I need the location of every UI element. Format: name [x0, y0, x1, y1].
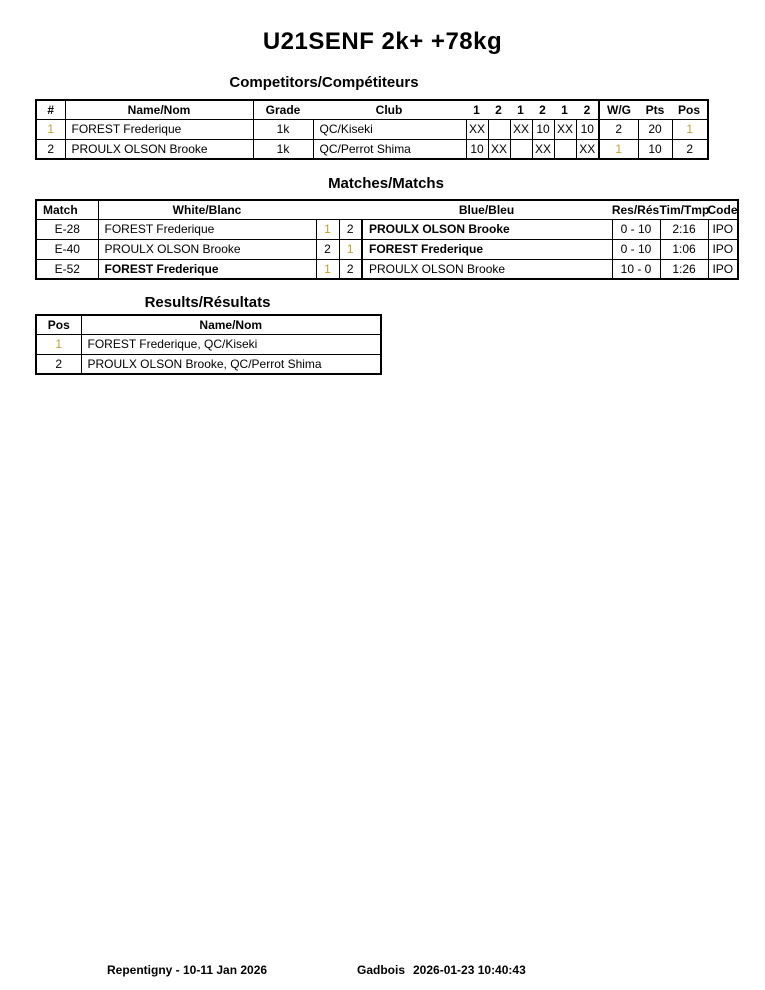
match-time: 1:26 — [660, 259, 708, 279]
competitors-header-round-2: 2 — [495, 102, 502, 117]
match-blue-number: 2 — [339, 219, 362, 239]
result-name: FOREST Frederique, QC/Kiseki — [81, 334, 381, 354]
results-table — [35, 314, 382, 375]
competitors-table — [35, 99, 709, 160]
round-cell: XX — [576, 139, 599, 159]
competitors-header-num: # — [36, 100, 65, 119]
matches-header-row — [36, 200, 738, 219]
round-cell: XX — [466, 119, 488, 139]
matches-header-res: Res/Rés — [611, 202, 660, 217]
round-cell: XX — [488, 139, 510, 159]
match-id: E-40 — [36, 239, 98, 259]
match-blue-number: 2 — [339, 259, 362, 279]
competitor-points: 20 — [638, 119, 672, 139]
match-blue-name: PROULX OLSON Brooke — [362, 219, 612, 239]
results-header-row — [36, 315, 381, 334]
round-cell — [510, 139, 532, 159]
round-cell — [488, 119, 510, 139]
competitors-section-heading: Competitors/Compétiteurs — [229, 74, 419, 91]
matches-header-tim: Tim/Tmp — [659, 202, 710, 217]
matches-header-blue: Blue/Bleu — [458, 202, 515, 217]
competitors-header-round-4: 2 — [539, 102, 546, 117]
match-white-name: PROULX OLSON Brooke — [98, 239, 316, 259]
match-id: E-28 — [36, 219, 98, 239]
page-title: U21SENF 2k+ +78kg — [262, 28, 503, 55]
match-white-name: FOREST Frederique — [98, 259, 316, 279]
match-code: IPO — [708, 239, 738, 259]
competitor-position: 1 — [672, 119, 708, 139]
result-position: 2 — [36, 354, 81, 374]
competitors-header-wg: W/G — [607, 102, 631, 117]
competitors-header-round-6: 2 — [583, 102, 591, 117]
competitors-header-grade: Grade — [265, 102, 301, 117]
round-cell: 10 — [466, 139, 488, 159]
match-id: E-52 — [36, 259, 98, 279]
competitors-header-round-5: 1 — [561, 102, 568, 117]
match-white-number: 1 — [316, 219, 339, 239]
competitor-row — [36, 139, 708, 159]
competitor-grade: 1k — [253, 139, 313, 159]
results-section-heading: Results/Résultats — [144, 294, 271, 311]
result-position: 1 — [36, 334, 81, 354]
competitors-header-pos: Pos — [677, 102, 700, 117]
match-blue-name: PROULX OLSON Brooke — [362, 259, 612, 279]
match-code: IPO — [708, 259, 738, 279]
footer-event-location-date: Repentigny - 10-11 Jan 2026 — [107, 963, 268, 977]
match-result: 10 - 0 — [612, 259, 660, 279]
matches-header-match: Match — [36, 200, 98, 219]
competitor-points: 10 — [638, 139, 672, 159]
match-blue-number: 1 — [339, 239, 362, 259]
match-blue-name: FOREST Frederique — [362, 239, 612, 259]
match-code: IPO — [708, 219, 738, 239]
competitors-header-name: Name/Nom — [65, 100, 253, 119]
competitors-header-mid-group — [253, 100, 599, 119]
competitors-header-round-1: 1 — [473, 102, 480, 117]
competitor-name: FOREST Frederique — [65, 119, 253, 139]
round-cell: XX — [554, 119, 576, 139]
competitor-position: 2 — [672, 139, 708, 159]
competitors-header-row — [36, 100, 708, 119]
result-row — [36, 334, 381, 354]
match-white-number: 1 — [316, 259, 339, 279]
results-header-pos: Pos — [36, 315, 81, 334]
matches-section-heading: Matches/Matchs — [328, 175, 444, 192]
result-row — [36, 354, 381, 374]
competitors-header-round-3: 1 — [517, 102, 524, 117]
round-cell: XX — [532, 139, 554, 159]
competitors-header-club: Club — [375, 102, 403, 117]
match-white-number: 2 — [316, 239, 339, 259]
competitor-row — [36, 119, 708, 139]
match-result: 0 - 10 — [612, 239, 660, 259]
matches-header-group — [98, 200, 738, 219]
match-row — [36, 259, 738, 279]
match-time: 2:16 — [660, 219, 708, 239]
round-cell — [554, 139, 576, 159]
competitor-club: QC/Perrot Shima — [313, 139, 466, 159]
match-result: 0 - 10 — [612, 219, 660, 239]
matches-header-white: White/Blanc — [172, 202, 242, 217]
round-cell: 10 — [576, 119, 599, 139]
match-time: 1:06 — [660, 239, 708, 259]
round-cell: XX — [510, 119, 532, 139]
footer-operator-name: Gadbois — [357, 963, 406, 977]
results-header-name: Name/Nom — [81, 315, 381, 334]
result-name: PROULX OLSON Brooke, QC/Perrot Shima — [81, 354, 381, 374]
competitor-club: QC/Kiseki — [313, 119, 466, 139]
round-cell: 10 — [532, 119, 554, 139]
competitor-grade: 1k — [253, 119, 313, 139]
competitors-header-pts: Pts — [645, 102, 665, 117]
competitor-number: 1 — [36, 119, 65, 139]
match-row — [36, 239, 738, 259]
competitors-header-score-group — [599, 100, 708, 119]
matches-table — [35, 199, 739, 280]
competitor-wins: 1 — [599, 139, 638, 159]
matches-header-code: Code — [707, 202, 738, 217]
match-row — [36, 219, 738, 239]
match-white-name: FOREST Frederique — [98, 219, 316, 239]
competitor-name: PROULX OLSON Brooke — [65, 139, 253, 159]
competitor-wins: 2 — [599, 119, 638, 139]
competitor-number: 2 — [36, 139, 65, 159]
footer-printed-timestamp: 2026-01-23 10:40:43 — [413, 963, 526, 977]
